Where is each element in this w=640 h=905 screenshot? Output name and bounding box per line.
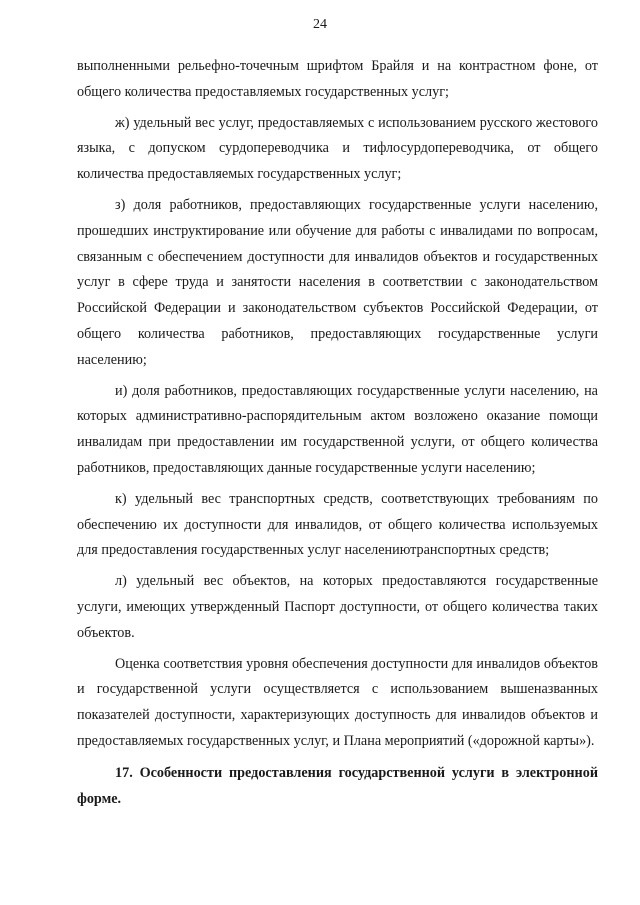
list-item-zh: ж) удельный вес услуг, предоставляемых с использованием русского жестового языка, с допуском сурдопереводчика и тифлосурдопереводчика, от общего количества предоставляемых государственных услуг; xyxy=(77,114,598,183)
list-item-k: к) удельный вес транспортных средств, соответствующих требованиям по обеспечению их доступности для инвалидов, от общего количества используемых для предоставления государственных услуг населениютранспортных средств; xyxy=(77,490,598,559)
section-heading: 17. Особенности предоставления государственной услуги в электронной форме. xyxy=(77,764,598,807)
paragraph-continuation: выполненными рельефно-точечным шрифтом Брайля и на контрастном фоне, от общего количества предоставляемых государственных услуг; xyxy=(77,58,598,100)
assessment-paragraph: Оценка соответствия уровня обеспечения доступности для инвалидов объектов и государственной услуги осуществляется с использованием вышеназванных показателей доступности, характеризующих доступность для инвалидов объектов и предоставляемых государственных услуг, и Плана мероприятий («дорожной карты»). xyxy=(77,655,598,749)
document-body xyxy=(77,54,598,812)
list-item-z: з) доля работников, предоставляющих государственные услуги населению, прошедших инструктирование или обучение для работы с инвалидами по вопросам, связанным с обеспечением доступности для инвалидов объектов и государственных услуг в сфере труда и занятости населения в соответствии с законодательством Российской Федерации и законодательством субъектов Российской Федерации, от общего количества работников, предоставляющих государственные услуги населению; xyxy=(77,196,598,368)
list-item-l: л) удельный вес объектов, на которых предоставляются государственные услуги, имеющих утвержденный Паспорт доступности, от общего количества таких объектов. xyxy=(77,573,598,641)
list-item-i: и) доля работников, предоставляющих государственные услуги населению, на которых административно-распорядительным актом возложено оказание помощи инвалидам при предоставлении им государственной услуги, от общего количества работников, предоставляющих данные государственные услуги населению; xyxy=(77,382,598,476)
page-number: 24 xyxy=(313,17,327,32)
